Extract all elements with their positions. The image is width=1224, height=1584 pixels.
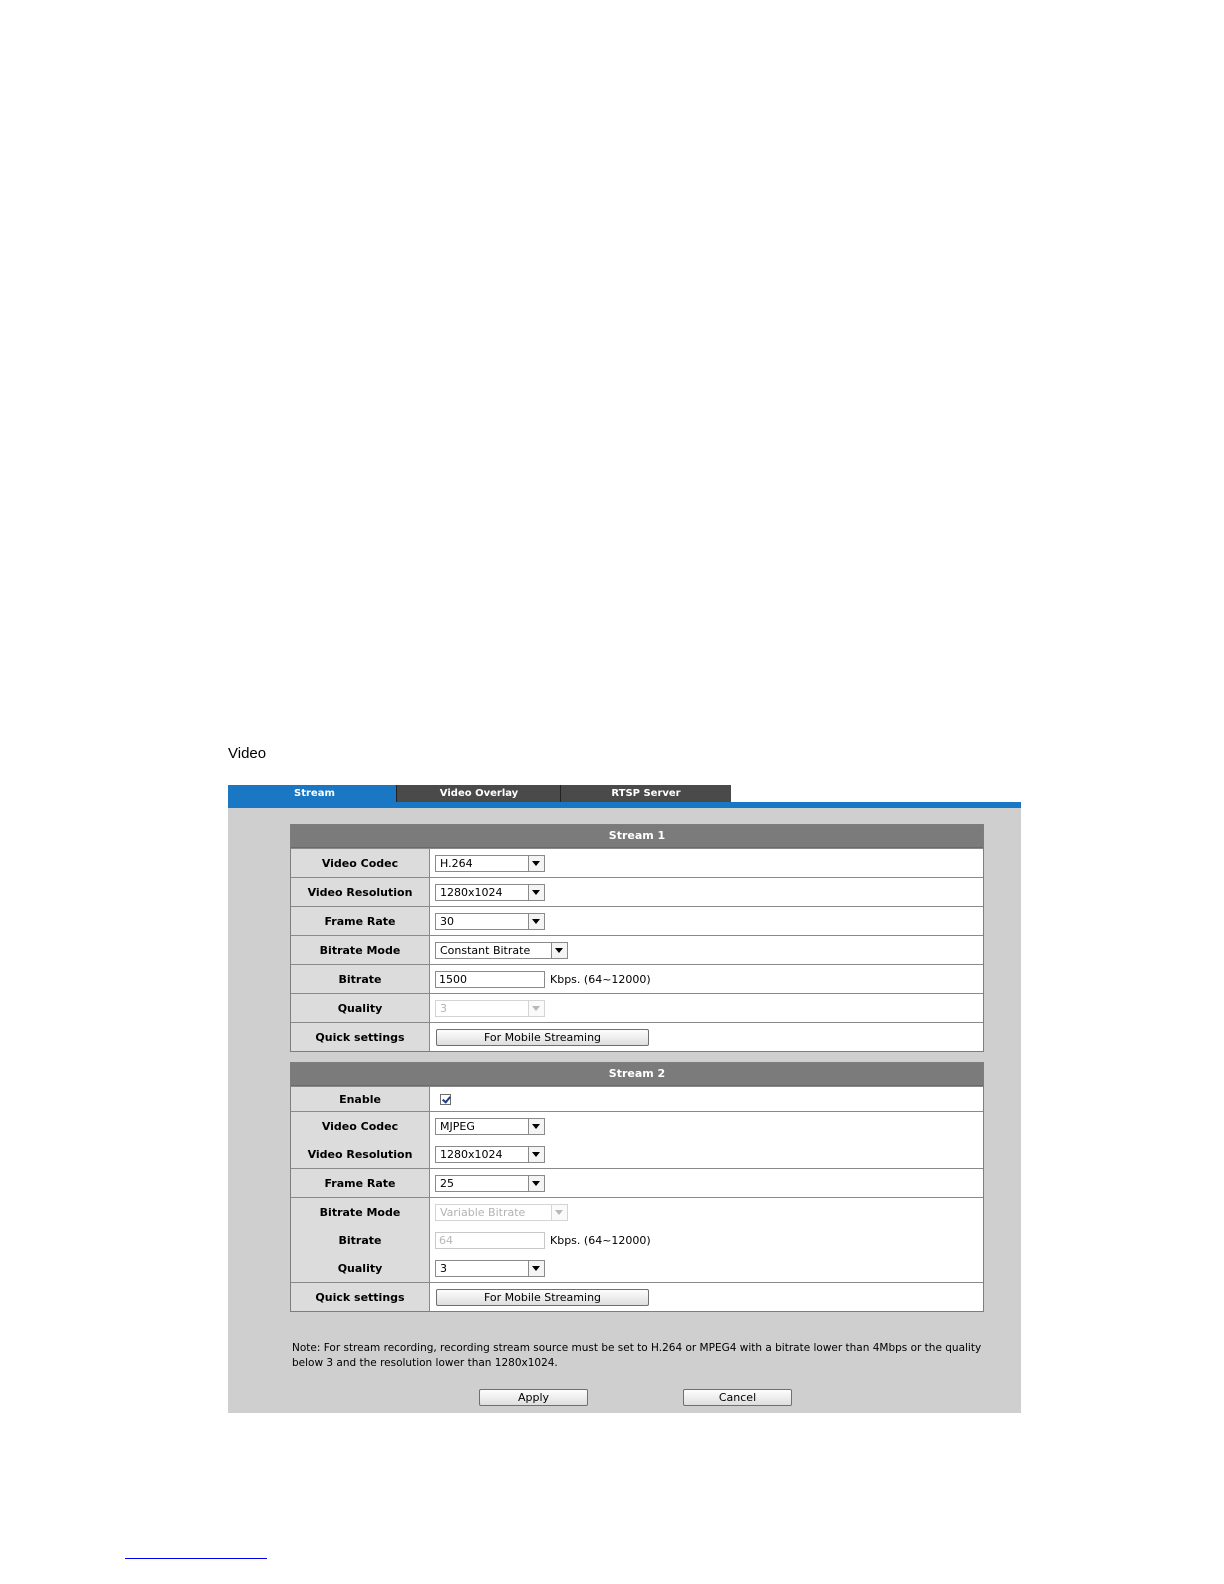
stream1-frame-rate-select[interactable]: [435, 913, 545, 930]
stream2-bitrate-input: 64: [435, 1232, 545, 1249]
stream1-mobile-streaming-button[interactable]: For Mobile Streaming: [436, 1029, 649, 1046]
stream1-bitrate-hint: Kbps. (64~12000): [550, 972, 651, 986]
stream2-mobile-streaming-button[interactable]: For Mobile Streaming: [436, 1289, 649, 1306]
stream1-header: Stream 1: [291, 825, 983, 848]
stream2-bitrate-group: [291, 1197, 983, 1282]
stream2-video-codec-label: Video Codec: [321, 1119, 399, 1133]
stream2-video-resolution-label: Video Resolution: [307, 1147, 413, 1161]
stream1-video-codec-select[interactable]: [435, 855, 545, 872]
stream1-video-resolution-select[interactable]: [435, 884, 545, 901]
stream2-header: Stream 2: [291, 1063, 983, 1086]
stream1-frame-rate-label: Frame Rate: [324, 914, 396, 928]
stream2-section: [290, 1062, 984, 1312]
stream1-video-resolution-row: [291, 877, 983, 906]
chevron-down-icon: [551, 1205, 567, 1220]
chevron-down-icon: [528, 885, 544, 900]
stream2-frame-rate-row: [291, 1168, 983, 1197]
tab-video-overlay[interactable]: Video Overlay: [396, 785, 561, 804]
stream1-bitrate-row: [291, 964, 983, 993]
stream2-frame-rate-select[interactable]: [435, 1175, 545, 1192]
stream1-quality-label: Quality: [337, 1001, 383, 1015]
stream2-bitrate-hint: Kbps. (64~12000): [550, 1233, 651, 1247]
stream1-bitrate-mode-row: [291, 935, 983, 964]
stream2-quality-select[interactable]: [435, 1260, 545, 1277]
apply-button[interactable]: Apply: [479, 1389, 588, 1406]
recording-note: Note: For stream recording, recording stream source must be set to H.264 or MPEG4 with a bitrate lower than 4Mbps or the quality below 3 and the resolution lower than 1280x1024.: [292, 1342, 982, 1369]
stream1-video-resolution-value: 1280x1024: [440, 885, 503, 899]
stream1-bitrate-mode-label: Bitrate Mode: [319, 943, 401, 957]
chevron-down-icon: [551, 943, 567, 958]
stream1-frame-rate-value: 30: [440, 914, 454, 928]
page-title: Video: [228, 745, 267, 762]
stream1-quality-value: 3: [440, 1001, 447, 1015]
footnote-separator: [125, 1558, 267, 1559]
tab-rtsp-server[interactable]: RTSP Server: [560, 785, 731, 804]
stream1-bitrate-label: Bitrate: [338, 972, 382, 986]
chevron-down-icon: [528, 914, 544, 929]
stream2-enable-label: Enable: [339, 1092, 381, 1106]
chevron-down-icon: [528, 856, 544, 871]
stream2-video-resolution-value: 1280x1024: [440, 1147, 503, 1161]
stream1-quality-row: [291, 993, 983, 1022]
stream2-enable-checkbox[interactable]: [440, 1094, 451, 1105]
stream1-video-codec-row: [291, 848, 983, 877]
stream1-video-codec-label: Video Codec: [321, 856, 399, 870]
stream1-quick-settings-row: [291, 1022, 983, 1051]
chevron-down-icon: [528, 1176, 544, 1191]
stream2-video-codec-value: MJPEG: [440, 1119, 475, 1133]
chevron-down-icon: [528, 1147, 544, 1162]
stream1-bitrate-mode-select[interactable]: [435, 942, 568, 959]
stream1-video-resolution-label: Video Resolution: [307, 885, 413, 899]
stream2-frame-rate-value: 25: [440, 1176, 454, 1190]
stream2-quality-label: Quality: [337, 1261, 383, 1275]
stream2-quick-settings-row: [291, 1282, 983, 1311]
stream2-bitrate-mode-value: Variable Bitrate: [440, 1205, 526, 1219]
stream1-video-codec-value: H.264: [440, 856, 473, 870]
chevron-down-icon: [528, 1261, 544, 1276]
stream1-quality-select: [435, 1000, 545, 1017]
stream2-quick-settings-label: Quick settings: [315, 1290, 405, 1304]
stream2-video-resolution-select[interactable]: [435, 1146, 545, 1163]
stream1-quick-settings-label: Quick settings: [315, 1030, 405, 1044]
stream1-frame-rate-row: [291, 906, 983, 935]
chevron-down-icon: [528, 1119, 544, 1134]
stream1-bitrate-input[interactable]: 1500: [435, 971, 545, 988]
cancel-button[interactable]: Cancel: [683, 1389, 792, 1406]
stream2-quality-value: 3: [440, 1261, 447, 1275]
stream2-video-codec-select[interactable]: [435, 1118, 545, 1135]
stream2-bitrate-label: Bitrate: [338, 1233, 382, 1247]
chevron-down-icon: [528, 1001, 544, 1016]
stream1-bitrate-mode-value: Constant Bitrate: [440, 943, 531, 957]
stream2-bitrate-mode-label: Bitrate Mode: [319, 1205, 401, 1219]
stream2-frame-rate-label: Frame Rate: [324, 1176, 396, 1190]
stream2-codec-resolution-group: [291, 1111, 983, 1168]
tab-stream[interactable]: Stream: [228, 785, 396, 804]
stream1-section: [290, 824, 984, 1052]
stream2-bitrate-mode-select: [435, 1204, 568, 1221]
stream2-enable-row: [291, 1086, 983, 1111]
